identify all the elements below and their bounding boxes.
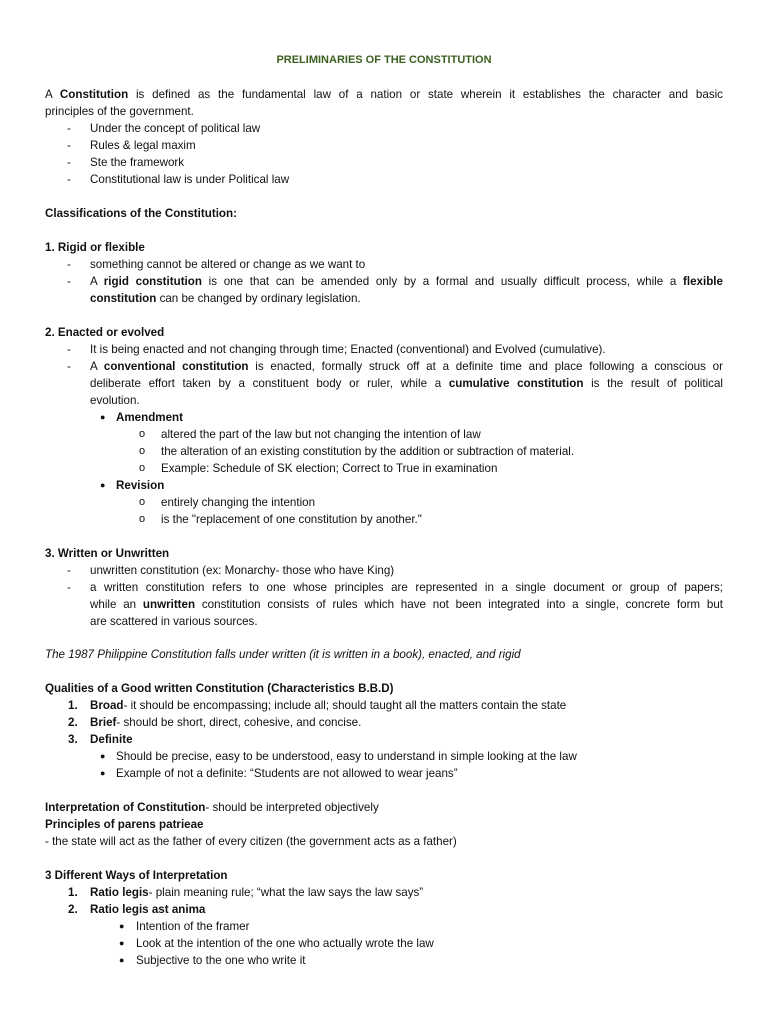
quality-item-brief: [90, 714, 723, 731]
quality-text: - should be short, direct, cohesive, and concise.: [116, 716, 362, 729]
quality-text: - it should be encompassing; include all; should taught all the matters contain the state: [123, 699, 567, 712]
constitution-term: constitution: [90, 292, 157, 305]
philippine-note: The 1987 Philippine Constitution falls under written (it is written in a book), enacted, and rigid: [45, 648, 521, 661]
definite-bullet: Example of not a definite: “Students are not allowed to wear jeans”: [116, 767, 458, 780]
text: is the result of political: [583, 377, 723, 390]
list-number: 2.: [68, 903, 78, 916]
page-title: PRELIMINARIES OF THE CONSTITUTION: [276, 54, 492, 66]
rigid-heading: 1. Rigid or flexible: [45, 241, 145, 254]
bullet-dot: ●: [100, 751, 106, 761]
circle-marker: o: [139, 445, 146, 457]
quality-term: Definite: [90, 733, 133, 746]
classifications-heading: Classifications of the Constitution:: [45, 207, 237, 220]
enacted-bullet-2-line-1: [90, 358, 723, 375]
text: deliberate effort taken by a constituent body or ruler, while a: [90, 377, 449, 390]
way-text: - plain meaning rule; “what the law says the law says”: [148, 886, 424, 899]
intro-bullet: Under the concept of political law: [90, 122, 261, 135]
text: is one that can be amended only by a formal and usually difficult process, while a: [201, 275, 684, 288]
written-heading: 3. Written or Unwritten: [45, 547, 170, 560]
dash-marker: -: [67, 122, 71, 135]
text: can be changed by ordinary legislation.: [156, 292, 361, 305]
text: while an: [90, 598, 143, 611]
intro-text: is defined as the fundamental law of a nation or state wherein it establishes the character and basic: [128, 88, 723, 101]
intro-term: Constitution: [59, 88, 129, 101]
quality-item-definite: [90, 731, 723, 748]
written-bullet-2-line-1: a written constitution refers to one whose principles are represented in a single document or group of papers;: [90, 581, 723, 594]
unwritten-term: unwritten: [142, 598, 196, 611]
quality-term: Brief: [90, 716, 117, 729]
cumulative-term: cumulative constitution: [448, 377, 584, 390]
written-bullet-2-line-2: [90, 596, 723, 613]
parens-text: - the state will act as the father of every citizen (the government acts as a father): [45, 835, 457, 848]
rigid-bullet-1: something cannot be altered or change as we want to: [90, 258, 366, 271]
written-bullet-2-line-3: are scattered in various sources.: [90, 615, 258, 628]
circle-marker: o: [139, 428, 146, 440]
flexible-term: flexible: [683, 275, 723, 288]
interpretation-term: Interpretation of Constitution: [45, 801, 206, 814]
circle-marker: o: [139, 513, 146, 525]
bullet-dot: ●: [119, 921, 125, 931]
dash-marker: -: [67, 258, 71, 271]
quality-item-broad: [90, 697, 723, 714]
revision-label: Revision: [116, 479, 165, 492]
enacted-bullet-2-line-2: [90, 375, 723, 392]
circle-marker: o: [139, 462, 146, 474]
bullet-dot: ●: [100, 412, 106, 422]
bullet-dot: ●: [100, 768, 106, 778]
dash-marker: -: [67, 564, 71, 577]
dash-marker: -: [67, 343, 71, 356]
list-number: 3.: [68, 733, 78, 746]
list-number: 2.: [68, 716, 78, 729]
amendment-item: the alteration of an existing constitution by the addition or subtraction of material.: [161, 445, 575, 458]
dash-marker: -: [67, 581, 71, 594]
list-number: 1.: [68, 886, 78, 899]
enacted-bullet-1: It is being enacted and not changing through time; Enacted (conventional) and Evolved (cumulative).: [90, 343, 606, 356]
enacted-heading: 2. Enacted or evolved: [45, 326, 165, 339]
ways-heading: 3 Different Ways of Interpretation: [45, 869, 228, 882]
rigid-term: rigid constitution: [103, 275, 202, 288]
amendment-item: Example: Schedule of SK election; Correct to True in examination: [161, 462, 498, 475]
interpretation-text: - should be interpreted objectively: [205, 801, 379, 814]
dash-marker: -: [67, 360, 71, 373]
revision-item: entirely changing the intention: [161, 496, 316, 509]
way-bullet: Intention of the framer: [136, 920, 250, 933]
text: is enacted, formally struck off at a definite time and place following a conscious or: [248, 360, 723, 373]
bullet-dot: ●: [119, 955, 125, 965]
dash-marker: -: [67, 275, 71, 288]
qualities-heading: Qualities of a Good written Constitution (Characteristics B.B.D): [45, 682, 394, 695]
intro-bullet: Rules & legal maxim: [90, 139, 196, 152]
amendment-label: Amendment: [116, 411, 183, 424]
dash-marker: -: [67, 173, 71, 186]
bullet-dot: ●: [119, 938, 125, 948]
way-item-ratio-legis: [90, 884, 723, 901]
way-item-ratio-legis-ast-anima: [90, 901, 723, 918]
dash-marker: -: [67, 139, 71, 152]
list-number: 1.: [68, 699, 78, 712]
way-term: Ratio legis: [90, 886, 149, 899]
rigid-bullet-2-line-1: [90, 273, 723, 290]
text: A: [90, 275, 104, 288]
intro-bullet: Ste the framework: [90, 156, 185, 169]
rigid-bullet-2-line-2: [90, 290, 723, 307]
intro-line-2: principles of the government.: [45, 105, 194, 118]
interpretation-line: [45, 799, 723, 816]
enacted-bullet-2-line-3: evolution.: [90, 394, 140, 407]
text: constitution consists of rules which have not been integrated into a single, concrete form but: [195, 598, 723, 611]
revision-item: is the "replacement of one constitution by another.": [161, 513, 422, 526]
quality-term: Broad: [90, 699, 124, 712]
intro-text: A: [45, 88, 60, 101]
dash-marker: -: [67, 156, 71, 169]
circle-marker: o: [139, 496, 146, 508]
conventional-term: conventional constitution: [103, 360, 249, 373]
intro-bullet: Constitutional law is under Political law: [90, 173, 290, 186]
way-bullet: Subjective to the one who write it: [136, 954, 306, 967]
amendment-item: altered the part of the law but not changing the intention of law: [161, 428, 481, 441]
parens-heading: Principles of parens patrieae: [45, 818, 204, 831]
definite-bullet: Should be precise, easy to be understood, easy to understand in simple looking at the law: [116, 750, 577, 763]
way-term: Ratio legis ast anima: [90, 903, 206, 916]
intro-line-1: [45, 86, 723, 103]
text: A: [90, 360, 104, 373]
way-bullet: Look at the intention of the one who actually wrote the law: [136, 937, 434, 950]
bullet-dot: ●: [100, 480, 106, 490]
written-bullet-1: unwritten constitution (ex: Monarchy- those who have King): [90, 564, 395, 577]
